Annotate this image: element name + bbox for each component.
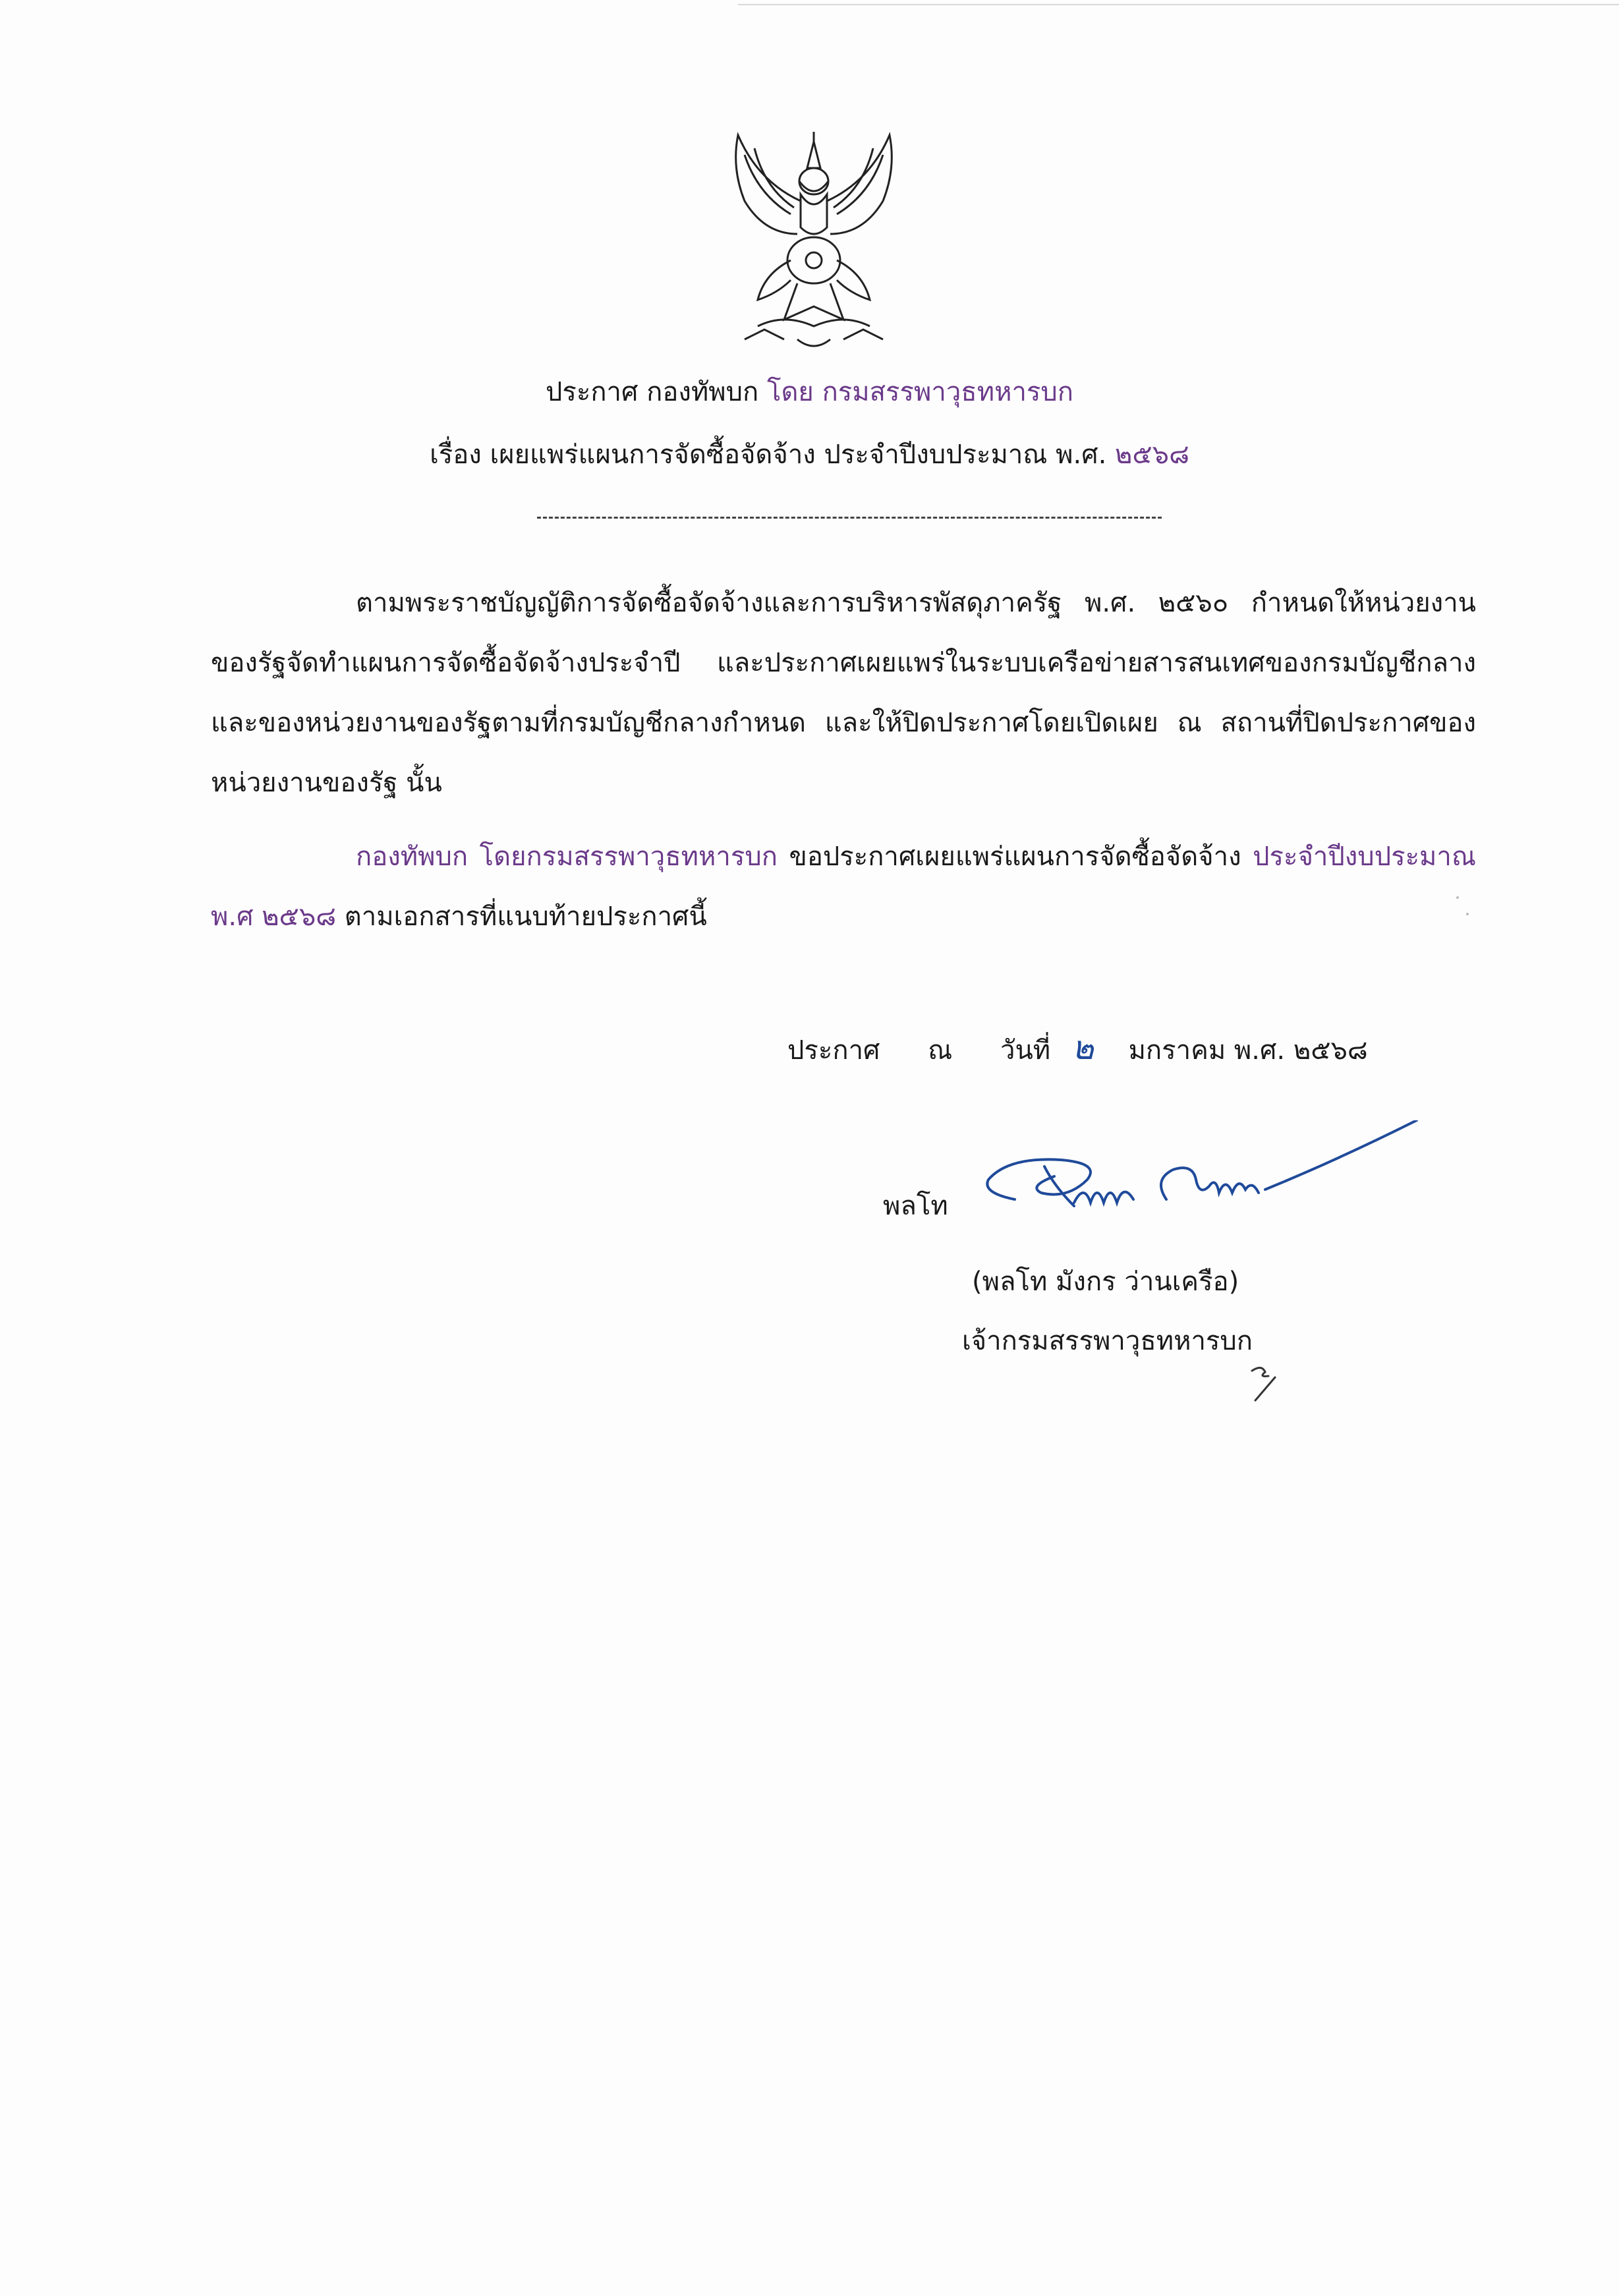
date-at: ณ [928, 1035, 953, 1066]
garuda-emblem-icon [718, 129, 909, 359]
scan-speck [1456, 896, 1459, 899]
scan-edge-line [738, 4, 1619, 5]
date-month-year: มกราคม พ.ศ. ๒๕๖๘ [1128, 1035, 1368, 1066]
paragraph-2-text-b: ตามเอกสารที่แนบท้ายประกาศนี้ [336, 902, 707, 932]
signatory-name: (พลโท มังกร ว่านเครือ) [972, 1267, 1239, 1297]
handwritten-initial [1245, 1358, 1285, 1404]
paragraph-2-fiscal-year: ประจำปีงบประมาณ พ.ศ ๒๕๖๘ [211, 842, 1476, 932]
handwritten-signature [969, 1120, 1430, 1239]
header-line-2 [0, 435, 1619, 474]
signature-rank-label: พลโท [883, 1191, 948, 1221]
header-line-2-prefix: เรื่อง เผยแพร่แผนการจัดซื้อจัดจ้าง ประจำปีงบประมาณ พ.ศ. [430, 440, 1116, 470]
header-line-1-highlight: โดย กรมสรรพาวุธทหารบก [766, 377, 1074, 407]
paragraph-2-text-a: ขอประกาศเผยแพร่แผนการจัดซื้อจัดจ้าง [777, 842, 1253, 872]
header-line-1-prefix: ประกาศ กองทัพบก [545, 377, 767, 407]
dashed-divider [537, 517, 1162, 519]
date-day-label: วันที่ [1000, 1035, 1051, 1066]
paragraph-1: ตามพระราชบัญญัติการจัดซื้อจัดจ้างและการบริหารพัสดุภาครัฐ พ.ศ. ๒๕๖๐ กำหนดให้หน่วยงานของรัฐจัดทำแผนการจัดซื้อจัดจ้างประจำปี และประกาศเผยแพร่ในระบบเครือข่ายสารสนเทศของกรมบัญชีกลางและของหน่วยงานของรัฐตามที่กรมบัญชีกลางกำหนด และให้ปิดประกาศโดยเปิดเผย ณ สถานที่ปิดประกาศของหน่วยงานของรัฐ นั้น [211, 588, 1476, 798]
header-line-1 [0, 372, 1619, 412]
scan-speck [1466, 913, 1469, 915]
announcement-date [787, 1028, 1368, 1070]
paragraph-2-agency: กองทัพบก โดยกรมสรรพาวุธทหารบก [356, 842, 778, 872]
date-prefix: ประกาศ [787, 1035, 880, 1066]
date-day-handwritten: ๒ [1071, 1029, 1094, 1067]
signatory-position: เจ้ากรมสรรพาวุธทหารบก [962, 1326, 1253, 1356]
header-line-2-highlight: ๒๕๖๘ [1115, 440, 1189, 470]
paragraph-2 [211, 827, 1476, 947]
